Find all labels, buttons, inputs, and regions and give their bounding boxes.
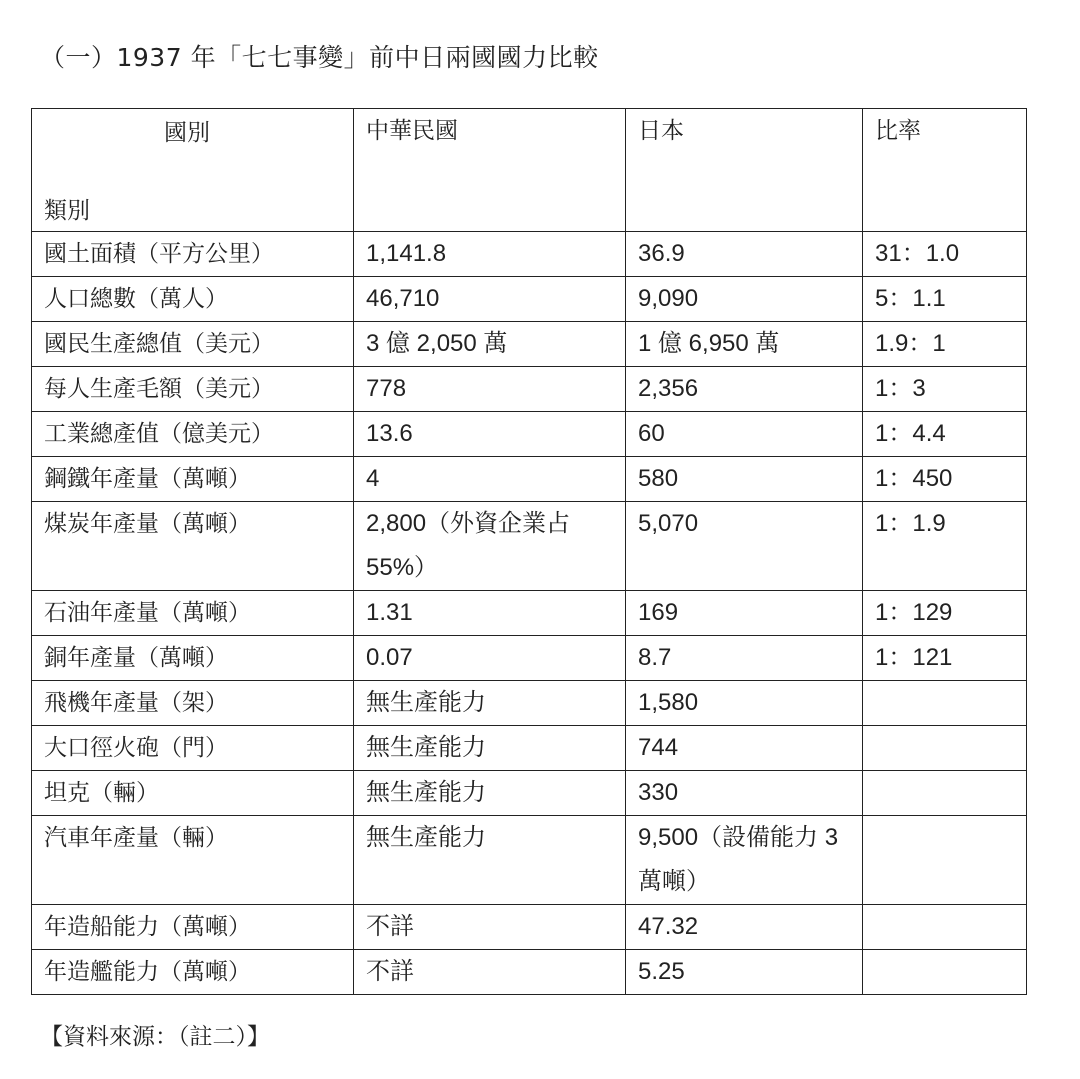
category-cell: 飛機年產量（架）	[32, 681, 354, 726]
ratio-cell: 1：4.4	[863, 412, 1027, 457]
ratio-cell: 1：1.9	[863, 502, 1027, 591]
ratio-cell	[863, 905, 1027, 950]
table-row	[32, 277, 1027, 322]
japan-value-cell: 8.7	[626, 636, 863, 681]
category-cell: 銅年產量（萬噸）	[32, 636, 354, 681]
china-value-cell: 2,800（外資企業占 55%）	[354, 502, 626, 591]
china-value-cell: 1,141.8	[354, 232, 626, 277]
ratio-cell: 1.9：1	[863, 322, 1027, 367]
table-row	[32, 502, 1027, 591]
table-row	[32, 412, 1027, 457]
document-title: （一）1937 年「七七事變」前中日兩國國力比較	[40, 43, 599, 72]
china-value-cell: 778	[354, 367, 626, 412]
japan-value-cell: 5,070	[626, 502, 863, 591]
table-row	[32, 322, 1027, 367]
table-row	[32, 950, 1027, 995]
table-row	[32, 816, 1027, 905]
japan-value-cell: 60	[626, 412, 863, 457]
japan-value-cell: 47.32	[626, 905, 863, 950]
table-header-row	[32, 109, 1027, 232]
japan-value-cell: 9,500（設備能力 3 萬噸）	[626, 816, 863, 905]
japan-value-cell: 330	[626, 771, 863, 816]
header-category-label: 類別	[44, 198, 90, 224]
ratio-cell	[863, 771, 1027, 816]
category-cell: 國民生產總值（美元）	[32, 322, 354, 367]
ratio-cell	[863, 681, 1027, 726]
china-value-cell: 無生產能力	[354, 726, 626, 771]
category-cell: 工業總產值（億美元）	[32, 412, 354, 457]
japan-value-cell: 9,090	[626, 277, 863, 322]
category-cell: 坦克（輛）	[32, 771, 354, 816]
ratio-cell	[863, 950, 1027, 995]
header-country-label: 國別	[164, 120, 210, 146]
table-row	[32, 636, 1027, 681]
ratio-cell	[863, 726, 1027, 771]
category-cell: 年造艦能力（萬噸）	[32, 950, 354, 995]
china-value-cell: 不詳	[354, 950, 626, 995]
category-cell: 年造船能力（萬噸）	[32, 905, 354, 950]
china-value-cell: 46,710	[354, 277, 626, 322]
china-value-cell: 無生產能力	[354, 771, 626, 816]
china-value-cell: 13.6	[354, 412, 626, 457]
china-value-cell: 無生產能力	[354, 816, 626, 905]
japan-value-cell: 36.9	[626, 232, 863, 277]
table-row	[32, 726, 1027, 771]
ratio-cell: 1：3	[863, 367, 1027, 412]
ratio-cell: 1：129	[863, 591, 1027, 636]
table-row	[32, 232, 1027, 277]
ratio-cell: 1：121	[863, 636, 1027, 681]
japan-value-cell: 169	[626, 591, 863, 636]
category-cell: 人口總數（萬人）	[32, 277, 354, 322]
table-row	[32, 681, 1027, 726]
comparison-table-container	[31, 108, 1026, 995]
ratio-cell: 31：1.0	[863, 232, 1027, 277]
ratio-cell: 1：450	[863, 457, 1027, 502]
ratio-cell	[863, 816, 1027, 905]
japan-value-cell: 1 億 6,950 萬	[626, 322, 863, 367]
category-cell: 鋼鐵年產量（萬噸）	[32, 457, 354, 502]
table-body	[32, 232, 1027, 995]
category-cell: 石油年產量（萬噸）	[32, 591, 354, 636]
category-cell: 每人生產毛額（美元）	[32, 367, 354, 412]
japan-value-cell: 2,356	[626, 367, 863, 412]
ratio-cell: 5：1.1	[863, 277, 1027, 322]
header-corner-cell	[32, 109, 354, 232]
header-japan: 日本	[626, 109, 863, 232]
china-value-cell: 0.07	[354, 636, 626, 681]
table-row	[32, 457, 1027, 502]
table-row	[32, 905, 1027, 950]
japan-value-cell: 5.25	[626, 950, 863, 995]
japan-value-cell: 1,580	[626, 681, 863, 726]
china-value-cell: 3 億 2,050 萬	[354, 322, 626, 367]
table-row	[32, 367, 1027, 412]
table-row	[32, 771, 1027, 816]
category-cell: 汽車年產量（輛）	[32, 816, 354, 905]
comparison-table	[31, 108, 1027, 995]
header-china: 中華民國	[354, 109, 626, 232]
japan-value-cell: 744	[626, 726, 863, 771]
header-ratio: 比率	[863, 109, 1027, 232]
china-value-cell: 1.31	[354, 591, 626, 636]
china-value-cell: 無生產能力	[354, 681, 626, 726]
source-note: 【資料來源：（註二）】	[40, 1024, 270, 1050]
china-value-cell: 不詳	[354, 905, 626, 950]
japan-value-cell: 580	[626, 457, 863, 502]
category-cell: 大口徑火砲（門）	[32, 726, 354, 771]
table-row	[32, 591, 1027, 636]
category-cell: 煤炭年產量（萬噸）	[32, 502, 354, 591]
category-cell: 國土面積（平方公里）	[32, 232, 354, 277]
china-value-cell: 4	[354, 457, 626, 502]
